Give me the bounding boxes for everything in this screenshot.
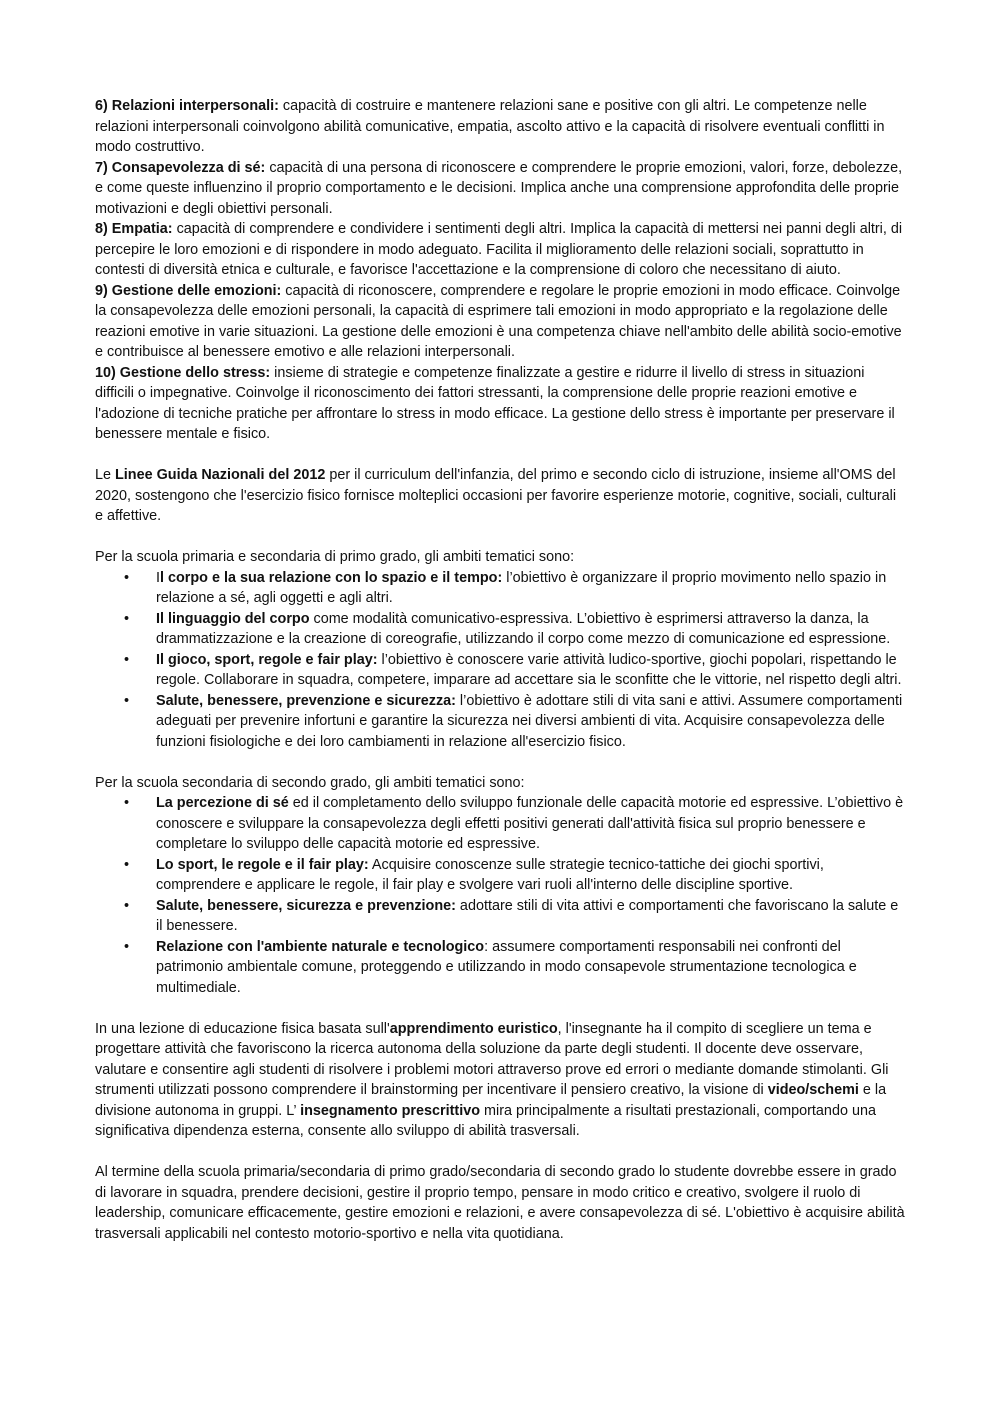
item-bold: La percezione di sé bbox=[156, 795, 289, 811]
competency-consapevolezza bbox=[95, 158, 907, 220]
competency-label: 9) Gestione delle emozioni: bbox=[95, 282, 282, 299]
competency-label: 8) Empatia: bbox=[95, 221, 173, 237]
heuristic-text: , l'insegnante ha il compito di scegliere un tema e progettare attività che favoriscono la ricerca autonoma della soluzione da parte degli studenti. Il docente deve osservare, valutare e consentire agli studenti di risolvere i problemi motori attraverso prove ed errori o mediante domande stimolanti. Gli strumenti utilizzati possono comprendere il brainstorming per incentivare il pensiero creativo, la visione di bbox=[95, 1020, 889, 1098]
guidelines-bold: Linee Guida Nazionali del 2012 bbox=[115, 467, 326, 483]
heuristic-text: In una lezione di educazione fisica basata sull' bbox=[95, 1020, 390, 1037]
heuristic-bold: video/schemi bbox=[767, 1082, 859, 1098]
list-item bbox=[95, 650, 907, 691]
primary-list bbox=[95, 568, 907, 753]
competency-relazioni bbox=[95, 96, 907, 158]
item-text: Acquisire conoscenze sulle strategie tecnico-tattiche dei giochi sportivi, comprendere e applicare le regole, il fair play e svolgere vari ruoli all'interno delle discipline sportive. bbox=[156, 856, 824, 893]
item-bold: Il linguaggio del corpo bbox=[156, 610, 310, 627]
item-text: l’obiettivo è conoscere varie attività ludico-sportive, giochi popolari, rispettando le regole. Collaborare in squadra, competere, imparare ad accettare sia le sconfitte che le vittorie, nel rispetto degli altri. bbox=[156, 651, 902, 688]
heuristic-bold: apprendimento euristico bbox=[389, 1020, 558, 1037]
item-bold: Salute, benessere, prevenzione e sicurezza: bbox=[156, 692, 456, 709]
guidelines-pre: Le bbox=[95, 467, 116, 483]
item-text: : assumere comportamenti responsabili nei confronti del patrimonio ambientale comune, proteggendo e utilizzando in modo consapevole strumentazione tecnologica e multimediale. bbox=[156, 938, 857, 996]
heuristic-text: mira principalmente a risultati prestazionali, comportando una significativa dipendenza esterna, consente allo sviluppo di abilità trasversali. bbox=[95, 1102, 876, 1139]
item-pre: I bbox=[156, 569, 160, 586]
competency-text: capacità di una persona di riconoscere e comprendere le proprie emozioni, valori, forze, debolezze, e come queste influenzino il proprio comportamento e le decisioni. Implica anche una comprensione approfondita delle proprie motivazioni e degli obiettivi personali. bbox=[95, 159, 903, 217]
secondary-list bbox=[95, 793, 907, 998]
item-text: l’obiettivo è organizzare il proprio movimento nello spazio in relazione a sé, agli oggetti e agli altri. bbox=[156, 569, 887, 606]
competency-text: capacità di costruire e mantenere relazioni sane e positive con gli altri. Le competenze nelle relazioni interpersonali coinvolgono abilità comunicative, empatia, ascolto attivo e la capacità di risolvere eventuali conflitti in modo costruttivo. bbox=[95, 98, 885, 155]
heuristic-bold: insegnamento prescrittivo bbox=[300, 1102, 481, 1119]
list-item bbox=[95, 793, 907, 855]
item-text: ed il completamento dello sviluppo funzionale delle capacità motorie ed espressive. L’obiettivo è conoscere e sviluppare la consapevolezza degli effetti positivi generati dall'attività fisica sul proprio benessere e completare lo sviluppo delle capacità motorie ed espressive. bbox=[156, 795, 904, 852]
competency-label: 7) Consapevolezza di sé: bbox=[95, 159, 266, 176]
document-page bbox=[95, 96, 907, 1244]
competency-text: insieme di strategie e competenze finalizzate a gestire e ridurre il livello di stress in situazioni difficili o impegnative. Coinvolge il riconoscimento dei fattori stressanti, la comprensione delle proprie reazioni emotive e l'adozione di tecniche pratiche per affrontare lo stress in modo efficace. La gestione dello stress è importante per preservare il benessere mentale e fisico. bbox=[95, 364, 895, 442]
conclusion-paragraph: Al termine della scuola primaria/secondaria di primo grado/secondaria di secondo grado lo studente dovrebbe essere in grado di lavorare in squadra, prendere decisioni, gestire il proprio tempo, pensare in modo critico e creativo, svolgere il ruolo di leadership, comunicare efficacemente, gestire emozioni e relazioni, e avere consapevolezza di sé. L'obiettivo è acquisire abilità trasversali applicabili nel contesto motorio-sportivo e nella vita quotidiana. bbox=[95, 1164, 905, 1242]
heuristic-text: e la divisione autonoma in gruppi. L’ bbox=[95, 1082, 887, 1119]
competency-label: 6) Relazioni interpersonali: bbox=[95, 98, 279, 114]
item-text: l’obiettivo è adottare stili di vita sani e attivi. Assumere comportamenti adeguati per prevenire infortuni e garantire la sicurezza nei diversi ambienti di vita. Acquisire consapevolezza delle funzioni fisiologiche e dei loro cambiamenti in relazione all'esercizio fisico. bbox=[156, 692, 903, 750]
guidelines-post: per il curriculum dell'infanzia, del primo e secondo ciclo di istruzione, insieme all'OMS del 2020, sostengono che l'esercizio fisico fornisce molteplici occasioni per favorire esperienze motorie, cognitive, sociali, culturali e affettive. bbox=[95, 467, 897, 524]
item-bold: Lo sport, le regole e il fair play: bbox=[156, 856, 369, 873]
item-bold: Relazione con l'ambiente naturale e tecnologico bbox=[156, 938, 485, 955]
competency-empatia bbox=[95, 219, 907, 281]
guidelines-paragraph bbox=[95, 465, 907, 527]
competency-text: capacità di riconoscere, comprendere e regolare le proprie emozioni in modo efficace. Coinvolge la consapevolezza delle emozioni personali, la capacità di esprimere tali emozioni in modo appropriato e la regolazione delle reazioni emotive in varie situazioni. La gestione delle emozioni è una competenza chiave nell'ambito delle abilità socio-emotive e contribuisce al benessere emotivo e alle relazioni interpersonali. bbox=[95, 282, 902, 360]
competency-stress bbox=[95, 363, 907, 445]
competency-label: 10) Gestione dello stress: bbox=[95, 364, 271, 381]
list-item bbox=[95, 609, 907, 650]
item-bold: Il gioco, sport, regole e fair play: bbox=[156, 651, 378, 668]
secondary-intro: Per la scuola secondaria di secondo grado, gli ambiti tematici sono: bbox=[95, 774, 525, 791]
competency-text: capacità di comprendere e condividere i sentimenti degli altri. Implica la capacità di mettersi nei panni degli altri, di percepire le loro emozioni e di rispondere in modo adeguato. Facilita il miglioramento delle relazioni sociali, soprattutto in contesti di diversità etnica e culturale, e favorisce l'accettazione e la comprensione di coloro che necessitano di aiuto. bbox=[95, 221, 903, 278]
item-text: adottare stili di vita attivi e comportamenti che favoriscano la salute e il benessere. bbox=[156, 897, 899, 934]
item-text: come modalità comunicativo-espressiva. L’obiettivo è esprimersi attraverso la danza, la drammatizzazione e la creazione di coreografie, utilizzando il corpo come mezzo di comunicazione ed espressione. bbox=[156, 610, 891, 647]
competency-emozioni bbox=[95, 281, 907, 363]
item-bold: l corpo e la sua relazione con lo spazio e il tempo: bbox=[160, 569, 503, 586]
list-item bbox=[95, 691, 907, 753]
item-bold: Salute, benessere, sicurezza e prevenzione: bbox=[156, 897, 456, 914]
heuristic-paragraph bbox=[95, 1019, 907, 1142]
list-item bbox=[95, 937, 907, 999]
list-item bbox=[95, 855, 907, 896]
primary-intro: Per la scuola primaria e secondaria di primo grado, gli ambiti tematici sono: bbox=[95, 549, 575, 565]
list-item bbox=[95, 896, 907, 937]
list-item bbox=[95, 568, 907, 609]
